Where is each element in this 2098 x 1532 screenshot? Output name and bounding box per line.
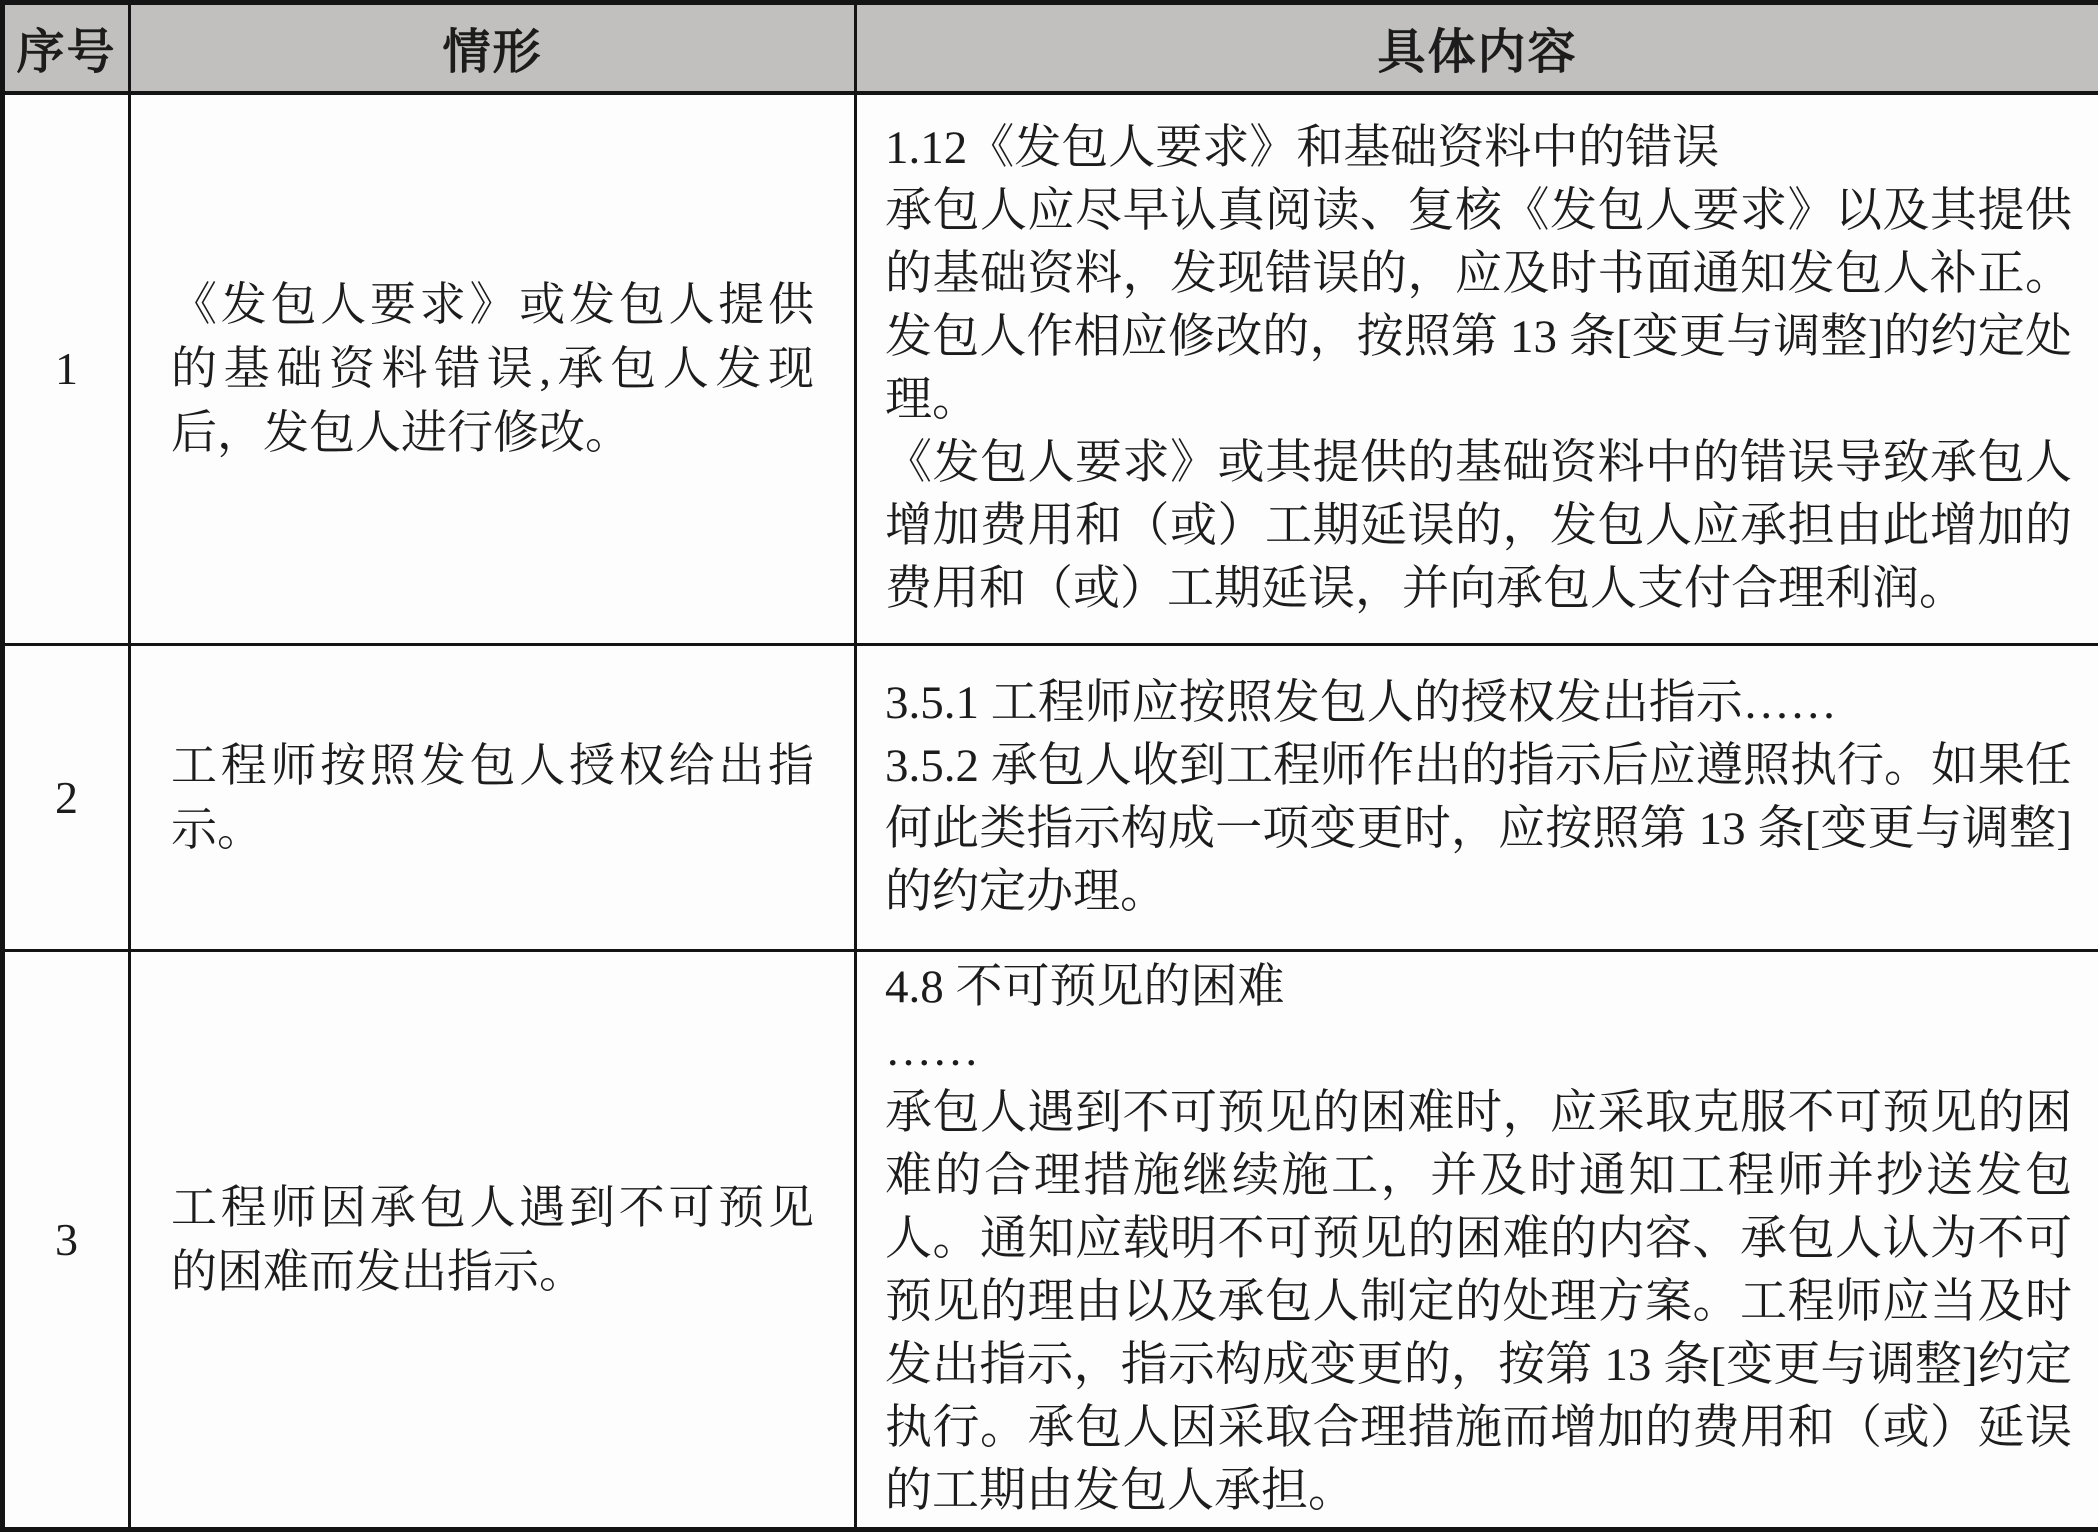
content-paragraph: …… [885,1019,2072,1082]
header-situation: 情形 [130,3,856,93]
row-1-content [856,93,2098,645]
row-1-index: 1 [3,93,130,645]
row-2-content [856,645,2098,951]
content-paragraph: 3.5.2 承包人收到工程师作出的指示后应遵照执行。如果任何此类指示构成一项变更时，应按照第 13 条[变更与调整]的约定办理。 [885,735,2072,924]
content-paragraph: 1.12《发包人要求》和基础资料中的错误 [885,117,2072,180]
row-3-index: 3 [3,951,130,1530]
row-2-situation: 工程师按照发包人授权给出指示。 [130,645,856,951]
content-paragraph: 4.8 不可预见的困难 [885,956,2072,1019]
header-row [3,3,2098,93]
content-paragraph: 3.5.1 工程师应按照发包人的授权发出指示…… [885,672,2072,735]
table-row-1 [3,93,2098,645]
content-paragraph: 承包人遇到不可预见的困难时，应采取克服不可预见的困难的合理措施继续施工，并及时通知工程师并抄送发包人。通知应载明不可预见的困难的内容、承包人认为不可预见的理由以及承包人制定的处理方案。工程师应当及时发出指示，指示构成变更的，按第 13 条[变更与调整]约定执行。承包人因采取合理措施而增加的费用和（或）延误的工期由发包人承担。 [885,1082,2072,1523]
content-paragraph: 《发包人要求》或其提供的基础资料中的错误导致承包人增加费用和（或）工期延误的，发包人应承担由此增加的费用和（或）工期延误，并向承包人支付合理利润。 [885,432,2072,621]
row-1-situation: 《发包人要求》或发包人提供的基础资料错误,承包人发现后，发包人进行修改。 [130,93,856,645]
row-3-content [856,951,2098,1530]
row-3-situation: 工程师因承包人遇到不可预见的困难而发出指示。 [130,951,856,1530]
row-2-index: 2 [3,645,130,951]
header-index: 序号 [3,3,130,93]
table-row-3 [3,951,2098,1530]
content-paragraph: 承包人应尽早认真阅读、复核《发包人要求》以及其提供的基础资料，发现错误的，应及时书面通知发包人补正。发包人作相应修改的，按照第 13 条[变更与调整]的约定处理。 [885,180,2072,432]
table-row-2 [3,645,2098,951]
header-content: 具体内容 [856,3,2098,93]
